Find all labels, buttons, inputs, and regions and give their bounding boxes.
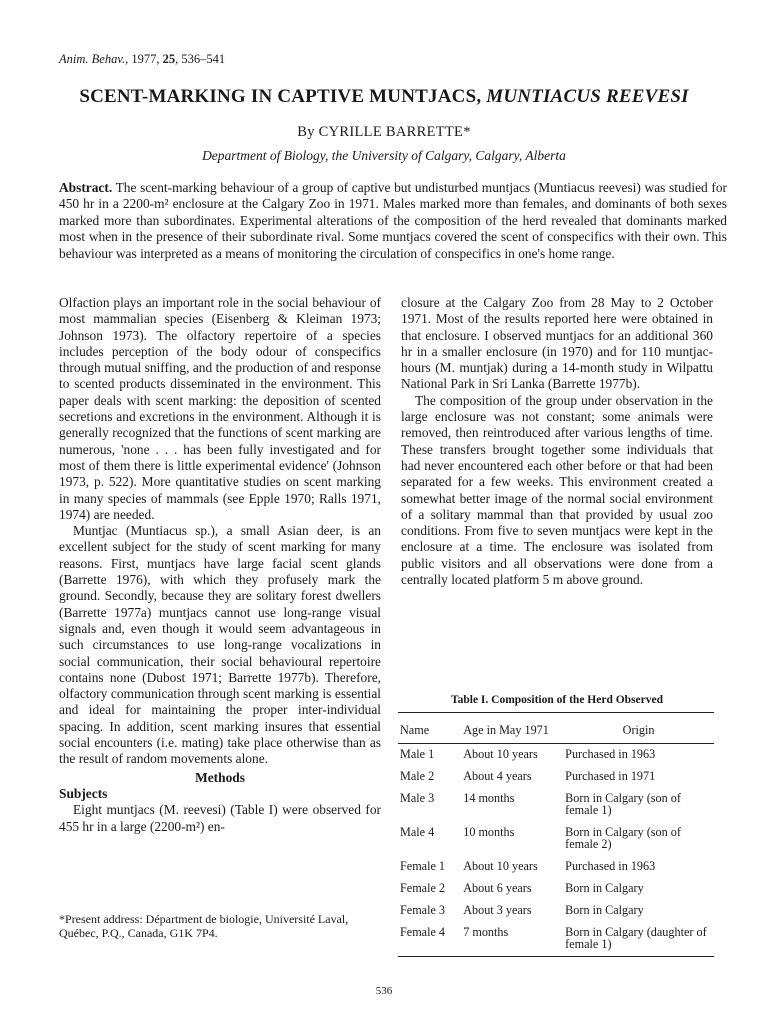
table-row: Male 4 10 months Born in Calgary (son of female 2) [400,825,681,851]
abstract-text: The scent-marking behaviour of a group of captive but undisturbed muntjacs (Muntiacus reevesi) was studied for 450 hr in a 2200-m² enclosure at the Calgary Zoo in 1971. Males marked more than females, and dominants of both sexes marked more than subordinates. Experimental alterations of the composition of the herd revealed that dominants marked most when in the presence of their subordinate rival. Some muntjacs covered the scent of conspecifics with their own. This behaviour was interpreted as a means of monitoring the circulation of conspecifics in one's home range. [59,180,727,261]
page-number: 536 [375,985,393,997]
intro-paragraph-2: Muntjac (Muntiacus sp.), a small Asian deer, is an excellent subject for the study of scent marking for many reasons. First, muntjacs have large facial scent glands (Barrette 1976), with which they profusely mark the ground. Secondly, because they are solitary forest dwellers (Barrette 1977a) muntjacs cannot use long-range visual signals and, even though it would seem advantageous in such circumstances to use long-range vocalizations in social communication, their social behavioural repertoire contains none (Dubost 1971; Barrette 1977b). Therefore, olfactory communication through scent marking is essential and ideal for maintaining the proper inter-individual spacing. In addition, scent marking insures that essential social encounters (i.e. mating) take place otherwise than as the result of random movements alone. [59,523,381,767]
abstract [59,180,727,262]
right-column [401,295,713,588]
abstract-label: Abstract. [59,180,113,195]
right-paragraph-2: The composition of the group under observation in the large enclosure was not constant; some animals were removed, then reintroduced after various lengths of time. These transfers brought together some individuals that had never encountered each other before or that had been separated for a few weeks. This environment created a somewhat better image of the normal social environment of a solitary mammal than that provided by usual zoo conditions. From five to seven muntjacs were kept in the enclosure at a time. The enclosure was isolated from public visitors and all observations were done from a centrally located platform 5 m above ground. [401,392,713,588]
herd-composition-table [398,712,714,957]
header-name: Name [400,723,430,737]
table-row: Female 3 About 3 years Born in Calgary [400,903,644,917]
table-row: Male 1 About 10 years Purchased in 1963 [400,747,656,761]
right-paragraph-1: closure at the Calgary Zoo from 28 May to 2 October 1971. Most of the results reported here were obtained in that enclosure. I observed muntjacs for an additional 360 hr in a smaller enclosure (in 1970) and for 110 muntjac-hours (M. muntjak) during a 14-month study in Wilpattu National Park in Sri Lanka (Barrette 1977b). [401,295,713,392]
table-header-row [398,713,714,744]
author-line: By CYRILLE BARRETTE* [297,124,471,140]
table-row: Female 1 About 10 years Purchased in 1963 [400,859,656,873]
subjects-paragraph: Eight muntjacs (M. reevesi) (Table I) were observed for 455 hr in a large (2200-m²) en- [59,802,381,834]
table-row: Female 2 About 6 years Born in Calgary [400,881,644,895]
journal-citation: Anim. Behav., 1977, 25, 536–541 [59,52,226,66]
left-column [59,295,381,835]
table-caption: Table I. Composition of the Herd Observed [450,694,663,706]
methods-heading: Methods [195,769,245,785]
affiliation: Department of Biology, the University of Calgary, Calgary, Alberta [202,148,566,163]
subjects-heading: Subjects [59,785,108,801]
header-age: Age in May 1971 [463,723,549,737]
footnote: *Present address: Départment de biologie, Université Laval, Québec, P.Q., Canada, G1K 7P4. [59,912,349,940]
table-row: Male 2 About 4 years Purchased in 1971 [400,769,656,783]
article-title: SCENT-MARKING IN CAPTIVE MUNTJACS, MUNTIACUS REEVESI [79,86,689,107]
intro-paragraph-1: Olfaction plays an important role in the social behaviour of most mammalian species (Eisenberg & Kleiman 1973; Johnson 1973). The olfactory repertoire of a species includes perception of the body odour of conspecifics through mutual sniffing, and the production of and response to scented products disseminated in the environment. This paper deals with scent marking: the deposition of scented secretions and excretions in the environment. Although it is generally recognized that the functions of scent marking are numerous, 'none . . . has been fully investigated and for most of them there is little experimental evidence' (Johnson 1973, p. 522). More quantitative studies on scent marking in many species of mammals (see Epple 1970; Ralls 1971, 1974) are needed. [59,295,381,522]
table-row: Female 4 7 months Born in Calgary (daughter of female 1) [398,922,714,957]
table-row: Male 3 14 months Born in Calgary (son of female 1) [400,791,681,817]
header-origin: Origin [622,723,655,737]
